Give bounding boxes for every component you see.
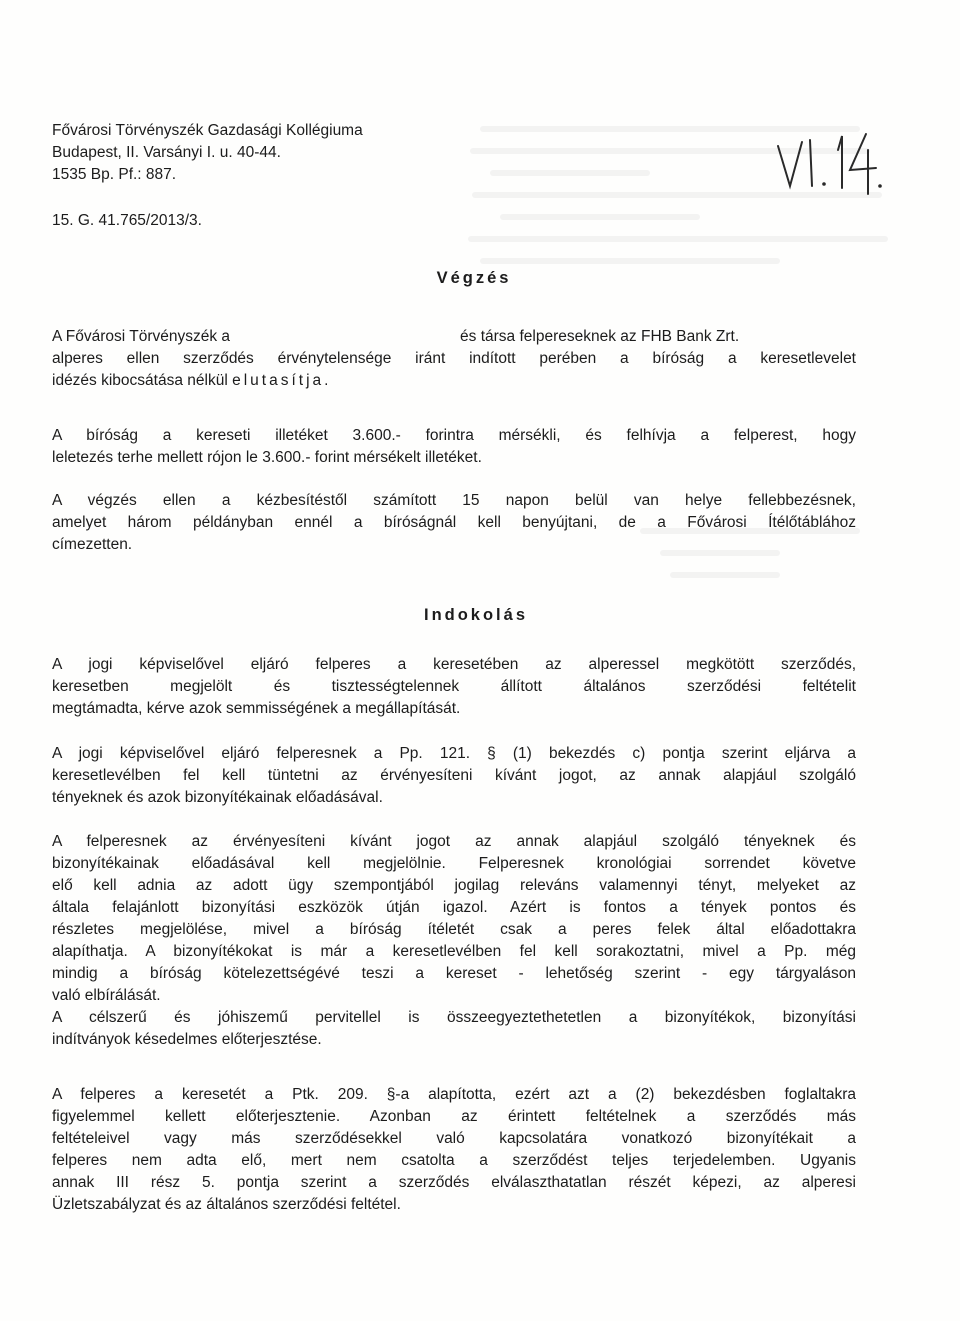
order-line-1-end: és társa felpereseknek az FHB Bank Zrt. <box>460 328 740 345</box>
order-line-2: alperes ellen szerződés érvénytelensége iránt indított perében a bíróság a keresetlevelet <box>52 350 856 367</box>
reasoning-3-line-8: való elbírálását. <box>52 987 161 1004</box>
reasoning-5-line-4: felperes nem adta elő, mert nem csatolta a szerződést teljes terjedelemben. Ugyanis <box>52 1152 856 1169</box>
reasoning-3-line-7: mindig a bíróság kötelezettségévé teszi a kereset - lehetőség szerint - egy tárgyaláson <box>52 965 856 982</box>
reasoning-4-line-1: A célszerű és jóhiszemű pervitellel is összeegyeztethetetlen a bizonyítékok, bizonyítási <box>52 1009 856 1026</box>
reasoning-4-line-2: indítványok késedelmes előterjesztése. <box>52 1031 322 1048</box>
reasoning-5-line-3: feltételeivel vagy más szerződésekkel való kapcsolatára vonatkozó bizonyítékait a <box>52 1130 856 1147</box>
reasoning-3-line-6: alapíthatja. A bizonyítékokat is már a keresetlevélben fel kell sorakoztatni, mivel a Pp. még <box>52 943 856 960</box>
reasoning-5-line-5: annak III rész 5. pontja szerint a szerződés elválaszthatatlan részét képezi, az alperesi <box>52 1174 856 1191</box>
fee-line-1: A bíróság a kereseti illetéket 3.600.- forintra mérsékli, és felhívja a felperest, hogy <box>52 427 856 444</box>
reasoning-3-line-2: bizonyítékainak előadásával kell megjelölnie. Felperesnek kronológiai sorrendet követve <box>52 855 856 872</box>
reasoning-paragraph-2 <box>52 743 856 809</box>
reasoning-2-line-3: tényeknek és azok bizonyítékainak előadásával. <box>52 789 383 806</box>
reasoning-title: Indokolás <box>423 606 528 624</box>
reasoning-2-line-2: keresetlevélben fel kell tüntetni az érvényesíteni kívánt jogot, az annak alapjául szolgáló <box>52 767 856 784</box>
reasoning-paragraph-5 <box>52 1084 856 1216</box>
order-line-1 <box>52 326 856 348</box>
reasoning-paragraph-3 <box>52 831 856 1051</box>
handwritten-note <box>772 128 882 198</box>
reasoning-5-line-6: Üzletszabályzat és az általános szerződési feltétel. <box>52 1196 401 1213</box>
fee-paragraph <box>52 425 856 469</box>
court-name: Fővárosi Törvényszék Gazdasági Kollégiuma <box>52 122 363 139</box>
fee-line-2: leletezés terhe mellett rójon le 3.600.- forint mérsékelt illetéket. <box>52 449 482 466</box>
order-decision-word: elutasítja. <box>232 372 332 389</box>
order-title: Végzés <box>436 269 512 287</box>
reasoning-5-line-2: figyelemmel kellett előterjesztenie. Azonban az érintett feltételnek a szerződés más <box>52 1108 856 1125</box>
order-line-3 <box>52 370 856 392</box>
reasoning-1-line-1: A jogi képviselővel eljáró felperes a keresetében az alperessel megkötött szerződés, <box>52 656 856 673</box>
reasoning-3-line-1: A felperesnek az érvényesíteni kívánt jogot az annak alapjául szolgáló tényeknek és <box>52 833 856 850</box>
reasoning-3-line-4: általa felajánlott bizonyítási eszközök útján igazol. Azért is fontos a tények pontos és <box>52 899 856 916</box>
order-line-3-start: idézés kibocsátása nélkül <box>52 372 228 389</box>
reasoning-5-line-1: A felperes a keresetét a Ptk. 209. §-a alapította, ezért azt a (2) bekezdésben foglaltakra <box>52 1086 856 1103</box>
appeal-line-3: címezetten. <box>52 536 133 553</box>
appeal-paragraph <box>52 490 856 556</box>
order-line-1-start: A Fővárosi Törvényszék a <box>52 328 231 345</box>
reasoning-paragraph-1 <box>52 654 856 720</box>
reasoning-1-line-3: megtámadta, kérve azok semmisségének a megállapítását. <box>52 700 461 717</box>
appeal-line-1: A végzés ellen a kézbesítéstől számított 15 napon belül van helye fellebbezésnek, <box>52 492 856 509</box>
reasoning-3-line-5: részletes megjelölése, mivel a bíróság ítéletét csak a peres felek által előadottakra <box>52 921 856 938</box>
court-address: Budapest, II. Varsányi I. u. 40-44. <box>52 144 281 161</box>
reasoning-3-line-3: elő kell adnia az adott ügy szempontjából jogilag releváns valamennyi tényt, melyeket az <box>52 877 856 894</box>
case-number: 15. G. 41.765/2013/3. <box>52 212 202 229</box>
reasoning-2-line-1: A jogi képviselővel eljáró felperesnek a Pp. 121. § (1) bekezdés c) pontja szerint eljárva a <box>52 745 856 762</box>
court-header <box>52 120 363 186</box>
order-paragraph <box>52 326 856 392</box>
appeal-line-2: amelyet három példányban ennél a bíróságnál kell benyújtani, de a Fővárosi Ítélőtáblához <box>52 514 856 531</box>
reasoning-1-line-2: keresetben megjelölt és tisztességtelennek állított általános szerződési feltételit <box>52 678 856 695</box>
court-postal-address: 1535 Bp. Pf.: 887. <box>52 166 177 183</box>
